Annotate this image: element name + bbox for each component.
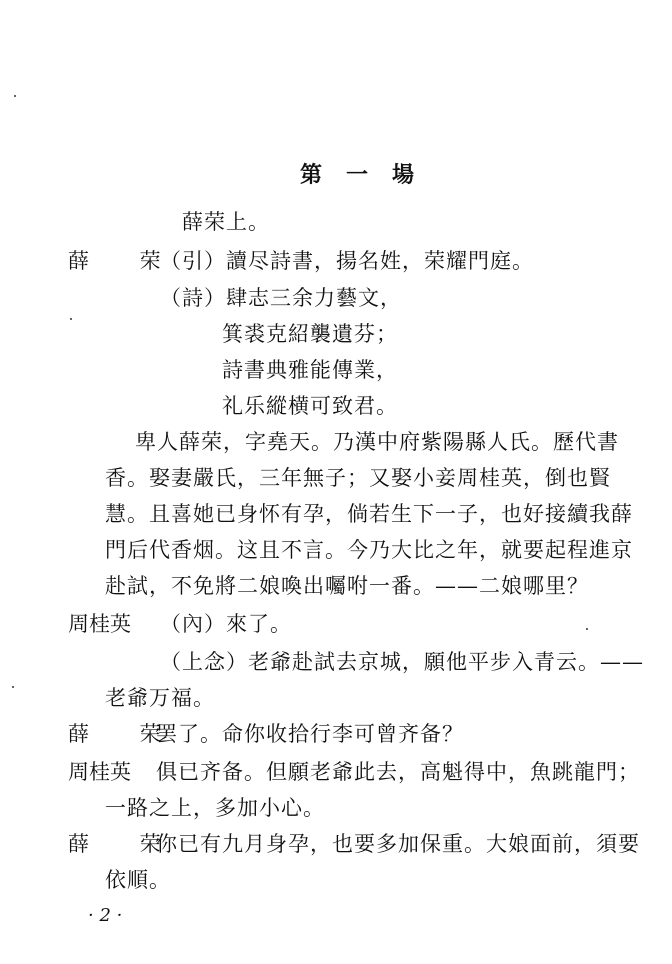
speaker-name: 薛 荣 <box>68 832 183 856</box>
scan-speck <box>12 686 14 688</box>
speaker-name: 薛 荣 <box>68 249 183 273</box>
poem-line: 礼乐縱横可致君。 <box>222 394 398 418</box>
dialogue-line: 一路之上，多加小心。 <box>105 796 325 820</box>
dialogue-line: 老爺万福。 <box>105 686 215 710</box>
title-char: 一 <box>346 162 371 188</box>
dialogue-line: 罢了。命你收拾行李可曾齐备？ <box>156 722 464 746</box>
speaker-name: 薛 荣 <box>68 722 183 746</box>
dialogue-line: 香。娶妻嚴氏，三年無子；又娶小妾周桂英，倒也賢 <box>105 466 611 490</box>
poem-line: （詩）肆志三余力藝文， <box>160 286 402 310</box>
poem-line: 箕裘克紹襲遺芬； <box>222 322 398 346</box>
dialogue-line: 赴試，不免將二娘喚出囑咐一番。——二娘哪里？ <box>105 574 589 598</box>
dialogue-line: 你已有九月身孕，也要多加保重。大娘面前，須要 <box>156 832 640 856</box>
dialogue-line: 俱已齐备。但願老爺此去，高魁得中，魚跳龍門； <box>156 760 640 784</box>
dialogue-line: （引）讀尽詩書，揚名姓，荣耀門庭。 <box>160 249 534 273</box>
dialogue-line: 卑人薛荣，字堯天。乃漢中府紫陽縣人氏。歷代書 <box>135 430 619 454</box>
speaker-name: 周桂英 <box>68 760 131 784</box>
scan-speck <box>70 318 72 320</box>
dialogue-line: 門后代香烟。这且不言。今乃大比之年，就要起程進京 <box>105 538 633 562</box>
poem-line: 詩書典雅能傳業， <box>222 358 398 382</box>
title-char: 場 <box>392 162 417 188</box>
scene-title <box>300 158 416 189</box>
dialogue-line: （內）來了。 <box>160 612 292 636</box>
dialogue-line: 慧。且喜她已身怀有孕，倘若生下一子，也好接續我薛 <box>105 502 633 526</box>
title-char: 第 <box>300 162 325 188</box>
scan-speck <box>586 628 588 630</box>
scan-speck <box>14 95 16 97</box>
dialogue-line: 依順。 <box>105 868 171 892</box>
speaker-name: 周桂英 <box>68 612 131 636</box>
dialogue-line: （上念）老爺赴試去京城，願他平步入青云。—— <box>160 650 644 674</box>
stage-direction: 薛荣上。 <box>182 210 270 234</box>
page-number: · 2 · <box>88 905 123 926</box>
